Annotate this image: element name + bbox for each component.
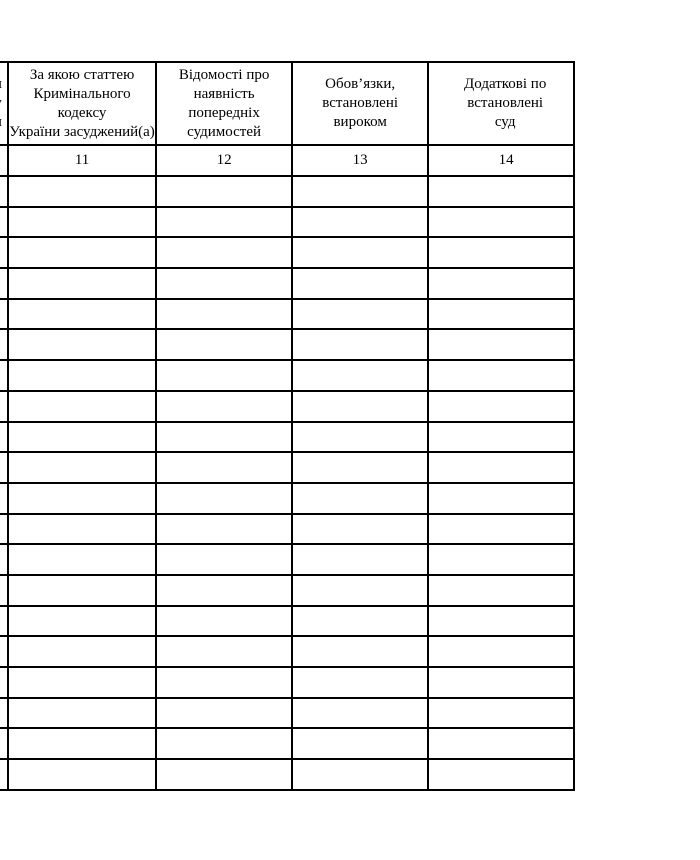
empty-cell-col-12: [156, 636, 292, 667]
empty-cell-col-13: [292, 667, 428, 698]
empty-cell-col-13: [292, 636, 428, 667]
register-table: [0, 61, 575, 791]
empty-cell-col-10: [0, 483, 8, 514]
table-row: [0, 759, 574, 790]
empty-cell-col-11: [8, 360, 156, 391]
empty-cell-col-11: [8, 483, 156, 514]
table-row: [0, 698, 574, 729]
empty-cell-col-12: [156, 268, 292, 299]
empty-cell-col-10: [0, 514, 8, 545]
empty-cell-col-12: [156, 483, 292, 514]
empty-cell-col-10: [0, 667, 8, 698]
header-line: [0, 113, 2, 132]
empty-cell-col-10: [0, 207, 8, 238]
empty-cell-col-10: [0, 237, 8, 268]
empty-cell-col-13: [292, 391, 428, 422]
table-row: [0, 544, 574, 575]
empty-cell-col-10: [0, 391, 8, 422]
header-cell-col-13: [292, 62, 428, 145]
header-line: [0, 75, 2, 94]
empty-cell-col-13: [292, 299, 428, 330]
column-number-cell: 13: [292, 145, 428, 176]
empty-cell-col-12: [156, 759, 292, 790]
empty-cell-col-13: [292, 759, 428, 790]
header-cell-col-10: [0, 62, 8, 145]
empty-cell-col-12: [156, 606, 292, 637]
table-row: [0, 176, 574, 207]
empty-cell-col-14: [428, 391, 574, 422]
empty-cell-col-14: [428, 667, 574, 698]
table-row: [0, 514, 574, 545]
table-row: [0, 452, 574, 483]
column-number-cell: 11: [8, 145, 156, 176]
empty-cell-col-12: [156, 207, 292, 238]
empty-cell-col-11: [8, 329, 156, 360]
empty-cell-col-10: [0, 422, 8, 453]
empty-cell-col-14: [428, 759, 574, 790]
table-row: [0, 391, 574, 422]
empty-cell-col-13: [292, 360, 428, 391]
empty-cell-col-10: [0, 176, 8, 207]
empty-cell-col-13: [292, 483, 428, 514]
empty-cell-col-14: [428, 606, 574, 637]
empty-cell-col-11: [8, 237, 156, 268]
empty-cell-col-13: [292, 176, 428, 207]
empty-cell-col-11: [8, 514, 156, 545]
empty-cell-col-12: [156, 698, 292, 729]
empty-cell-col-14: [428, 728, 574, 759]
empty-cell-col-11: [8, 207, 156, 238]
empty-cell-col-10: [0, 606, 8, 637]
empty-cell-col-11: [8, 606, 156, 637]
empty-cell-col-11: [8, 667, 156, 698]
empty-cell-col-11: [8, 636, 156, 667]
empty-cell-col-12: [156, 299, 292, 330]
empty-cell-col-14: [428, 483, 574, 514]
header-line: Обов’язки, встановлені: [322, 76, 399, 111]
header-line: Відомості про наявність: [178, 66, 270, 102]
column-number-row: [0, 145, 574, 176]
empty-cell-col-11: [8, 575, 156, 606]
empty-cell-col-14: [428, 544, 574, 575]
column-number-cell: 14: [428, 145, 574, 176]
table-header-row: [0, 62, 574, 145]
empty-cell-col-10: [0, 268, 8, 299]
empty-cell-col-13: [292, 268, 428, 299]
empty-cell-col-10: [0, 636, 8, 667]
empty-cell-col-12: [156, 452, 292, 483]
empty-cell-col-11: [8, 452, 156, 483]
header-line: вироком: [333, 114, 387, 130]
empty-cell-col-13: [292, 329, 428, 360]
empty-cell-col-12: [156, 176, 292, 207]
empty-cell-col-10: [0, 575, 8, 606]
empty-cell-col-10: [0, 544, 8, 575]
table-row: [0, 636, 574, 667]
table-row: [0, 606, 574, 637]
table-row: [0, 422, 574, 453]
header-line: попередніх судимостей: [187, 104, 262, 140]
empty-cell-col-13: [292, 606, 428, 637]
empty-cell-col-12: [156, 544, 292, 575]
header-cell-col-14: [428, 62, 574, 145]
empty-cell-col-11: [8, 422, 156, 453]
empty-cell-col-14: [428, 422, 574, 453]
empty-cell-col-12: [156, 422, 292, 453]
empty-cell-col-10: [0, 759, 8, 790]
empty-cell-col-12: [156, 514, 292, 545]
empty-cell-col-14: [428, 237, 574, 268]
header-line: Кримінального кодексу: [33, 85, 131, 121]
column-number-cell: [0, 145, 8, 176]
empty-cell-col-12: [156, 329, 292, 360]
empty-cell-col-10: [0, 360, 8, 391]
empty-cell-col-12: [156, 360, 292, 391]
empty-cell-col-13: [292, 514, 428, 545]
empty-cell-col-10: [0, 452, 8, 483]
empty-cell-col-14: [428, 698, 574, 729]
header-line: встановлені: [467, 95, 544, 111]
empty-cell-col-14: [428, 207, 574, 238]
header-line: України засуджений(а): [9, 123, 155, 140]
empty-cell-col-12: [156, 667, 292, 698]
empty-cell-col-14: [428, 329, 574, 360]
empty-cell-col-14: [428, 514, 574, 545]
empty-cell-col-10: [0, 329, 8, 360]
table-row: [0, 207, 574, 238]
column-number-cell: 12: [156, 145, 292, 176]
empty-cell-col-14: [428, 452, 574, 483]
empty-cell-col-10: [0, 728, 8, 759]
table-row: [0, 728, 574, 759]
header-line: За якою статтею: [29, 66, 135, 83]
table-row: [0, 268, 574, 299]
header-line: суд: [494, 114, 516, 130]
header-line: [0, 94, 2, 113]
empty-cell-col-12: [156, 575, 292, 606]
empty-cell-col-13: [292, 207, 428, 238]
empty-cell-col-11: [8, 391, 156, 422]
empty-cell-col-11: [8, 544, 156, 575]
empty-cell-col-14: [428, 176, 574, 207]
empty-cell-col-10: [0, 299, 8, 330]
empty-cell-col-13: [292, 422, 428, 453]
empty-cell-col-11: [8, 759, 156, 790]
table-row: [0, 329, 574, 360]
empty-cell-col-14: [428, 360, 574, 391]
table-row: [0, 237, 574, 268]
table-row: [0, 483, 574, 514]
header-line: Додаткові по: [464, 76, 547, 92]
empty-cell-col-11: [8, 176, 156, 207]
table-row: [0, 360, 574, 391]
empty-cell-col-12: [156, 391, 292, 422]
empty-cell-col-12: [156, 728, 292, 759]
empty-cell-col-13: [292, 544, 428, 575]
table-row: [0, 299, 574, 330]
table-row: [0, 667, 574, 698]
empty-cell-col-13: [292, 452, 428, 483]
empty-cell-col-13: [292, 698, 428, 729]
header-cell-col-11: [8, 62, 156, 145]
empty-cell-col-14: [428, 268, 574, 299]
empty-cell-col-14: [428, 575, 574, 606]
empty-cell-col-14: [428, 636, 574, 667]
empty-cell-col-12: [156, 237, 292, 268]
empty-cell-col-11: [8, 698, 156, 729]
empty-cell-col-13: [292, 728, 428, 759]
empty-cell-col-11: [8, 268, 156, 299]
header-cell-col-12: [156, 62, 292, 145]
empty-cell-col-10: [0, 698, 8, 729]
empty-cell-col-14: [428, 299, 574, 330]
empty-cell-col-11: [8, 728, 156, 759]
empty-cell-col-13: [292, 237, 428, 268]
table-row: [0, 575, 574, 606]
empty-cell-col-11: [8, 299, 156, 330]
empty-cell-col-13: [292, 575, 428, 606]
